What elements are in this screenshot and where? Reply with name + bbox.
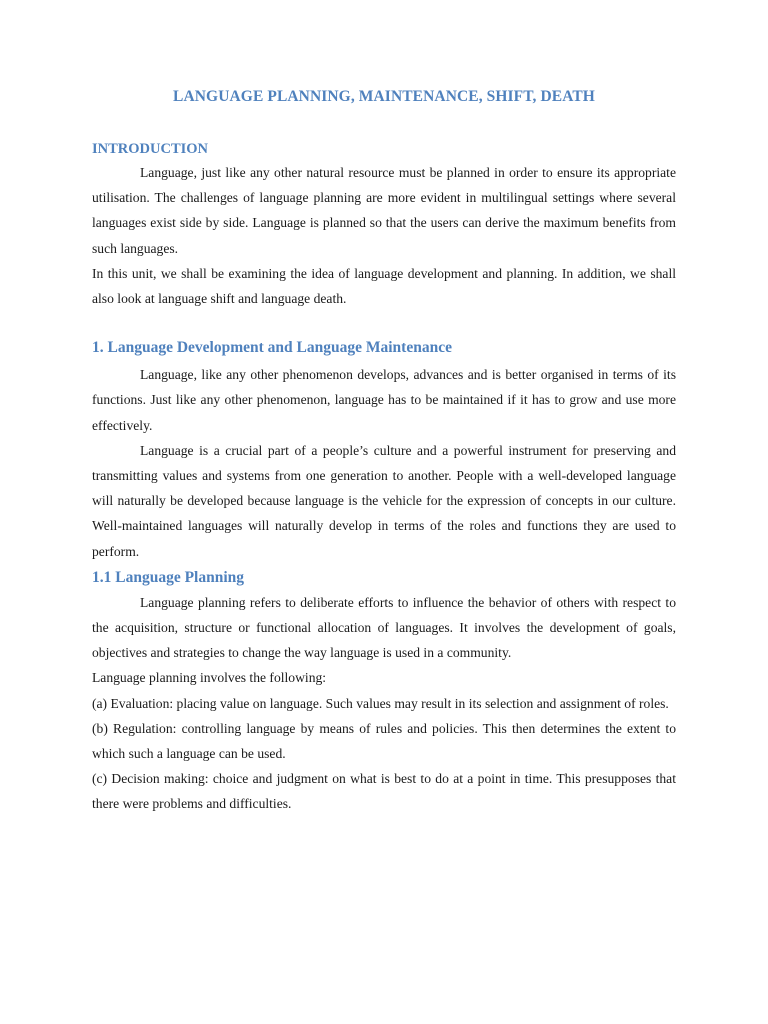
list-item-decision-making: (c) Decision making: choice and judgment on what is best to do at a point in time. This presupposes that there were problems and difficulties.: [92, 771, 676, 812]
intro-paragraph: In this unit, we shall be examining the idea of language development and planning. In addition, we shall also look at language shift and language death.: [92, 265, 676, 307]
document-title: LANGUAGE PLANNING, MAINTENANCE, SHIFT, DEATH: [173, 88, 595, 105]
intro-paragraph: Language, just like any other natural resource must be planned in order to ensure its appropriate utilisation. The challenges of language planning are more evident in multilingual settings where several languages exist side by side. Language is planned so that the users can derive the maximum benefits from such languages.: [92, 165, 676, 256]
section11-paragraph: Language planning refers to deliberate efforts to influence the behavior of others with respect to the acquisition, structure or functional allocation of languages. It involves the development of goals, objectives and strategies to change the way language is used in a community.: [92, 594, 676, 661]
section-heading-language-planning: 1.1 Language Planning: [92, 568, 245, 586]
section1-paragraph: Language, like any other phenomenon develops, advances and is better organised in terms of its functions. Just like any other phenomenon, language has to be maintained if it has to grow and use more effectively.: [92, 367, 676, 433]
list-intro-paragraph: Language planning involves the following:: [92, 670, 327, 686]
introduction-heading: INTRODUCTION: [92, 141, 209, 157]
list-item-regulation: (b) Regulation: controlling language by means of rules and policies. This then determines the extent to which such a language can be used.: [92, 720, 676, 762]
list-item-evaluation: (a) Evaluation: placing value on language. Such values may result in its selection and assignment of roles.: [92, 695, 669, 711]
section-heading-language-development: 1. Language Development and Language Maintenance: [92, 339, 452, 357]
document-body: [92, 86, 676, 817]
section1-paragraph: Language is a crucial part of a people’s culture and a powerful instrument for preserving and transmitting values and systems from one generation to another. People with a well-developed language will naturally be developed because language is the vehicle for the expression of concepts in our culture. Well-maintained languages will naturally develop in terms of the roles and functions they are used to perform.: [92, 442, 676, 559]
